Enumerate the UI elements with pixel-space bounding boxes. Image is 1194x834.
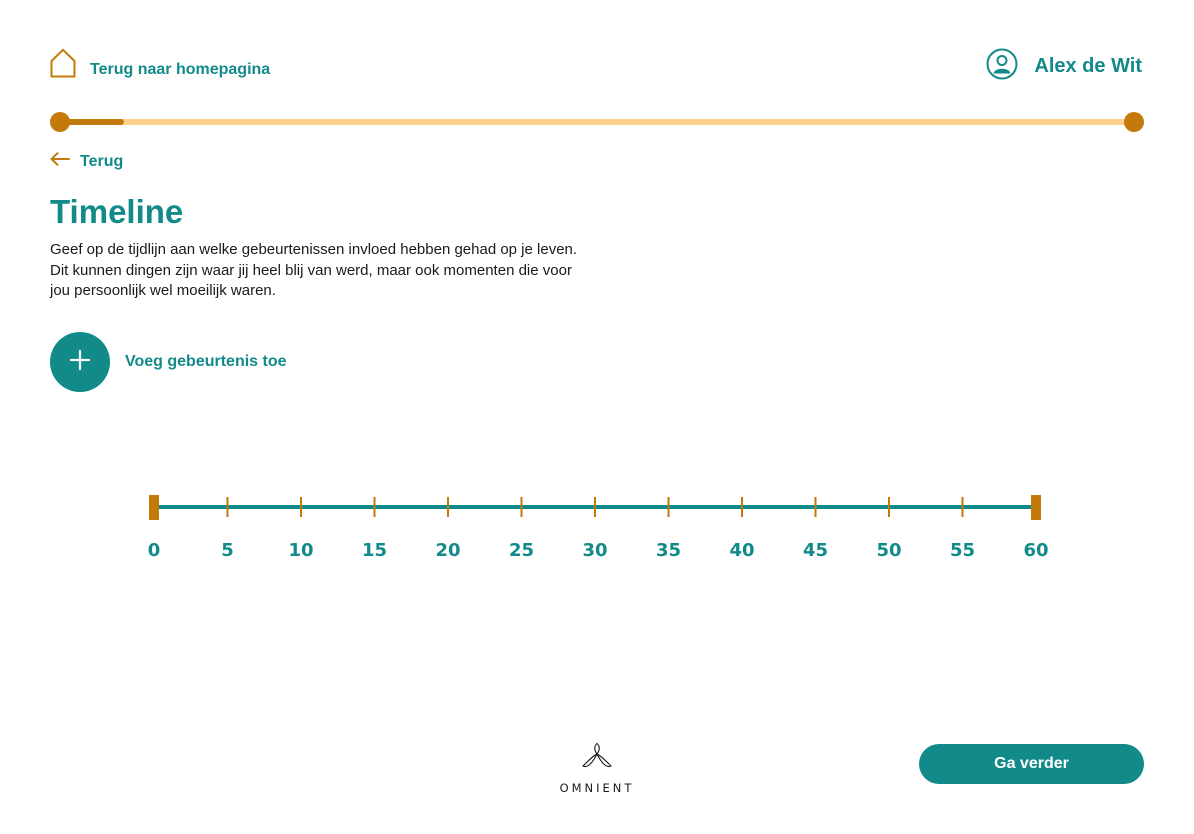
timeline-tick-label: 10	[288, 540, 314, 561]
timeline-start-cap	[149, 495, 159, 520]
logo-text: OMNIENT	[559, 781, 635, 795]
timeline-end-cap	[1031, 495, 1041, 520]
description-line: Dit kunnen dingen zijn waar jij heel blij van werd, maar ook momenten die voor	[50, 261, 572, 279]
page-description	[50, 240, 670, 302]
progress-start-dot	[50, 112, 70, 132]
timeline-axis	[0, 480, 1194, 530]
timeline-tick-label: 55	[949, 540, 976, 561]
home-link-label: Terug naar homepagina	[90, 60, 271, 78]
user-circle-icon	[986, 48, 1018, 85]
continue-button[interactable]: Ga verder	[919, 744, 1144, 784]
back-label: Terug	[80, 152, 124, 170]
add-event-label: Voeg gebeurtenis toe	[125, 353, 287, 370]
timeline-tick-label: 0	[147, 540, 161, 561]
timeline-tick-label: 30	[582, 540, 608, 561]
timeline-tick-label: 50	[876, 540, 902, 561]
progress-bar	[50, 110, 1144, 134]
timeline-tick-label: 40	[729, 540, 755, 561]
house-outline-icon	[50, 48, 76, 83]
user-profile[interactable]	[986, 48, 1142, 85]
user-name: Alex de Wit	[1034, 55, 1142, 77]
timeline-tick-label: 35	[655, 540, 682, 561]
timeline-tick-label: 20	[435, 540, 461, 561]
plus-icon	[69, 349, 91, 376]
page-title: Timeline	[50, 193, 184, 230]
add-event-circle[interactable]	[50, 332, 110, 392]
back-link[interactable]	[50, 152, 123, 171]
description-line: Geef op de tijdlijn aan welke gebeurtenissen invloed hebben gehad op je leven.	[50, 241, 578, 258]
timeline-tick-label: 60	[1023, 540, 1049, 561]
timeline-tick-label: 15	[361, 540, 388, 561]
timeline-tick-label: 25	[508, 540, 535, 561]
timeline[interactable]	[0, 480, 1194, 580]
progress-track	[60, 119, 1134, 125]
arrow-left-icon	[50, 152, 70, 171]
add-event-button[interactable]	[50, 332, 287, 392]
omnient-logo-icon	[581, 757, 613, 774]
description-line: jou persoonlijk wel moeilijk waren.	[50, 282, 276, 299]
home-link[interactable]	[50, 48, 270, 83]
omnient-logo	[540, 742, 654, 795]
timeline-tick-label: 45	[802, 540, 829, 561]
progress-end-dot	[1124, 112, 1144, 132]
timeline-tick-label: 5	[221, 540, 234, 561]
